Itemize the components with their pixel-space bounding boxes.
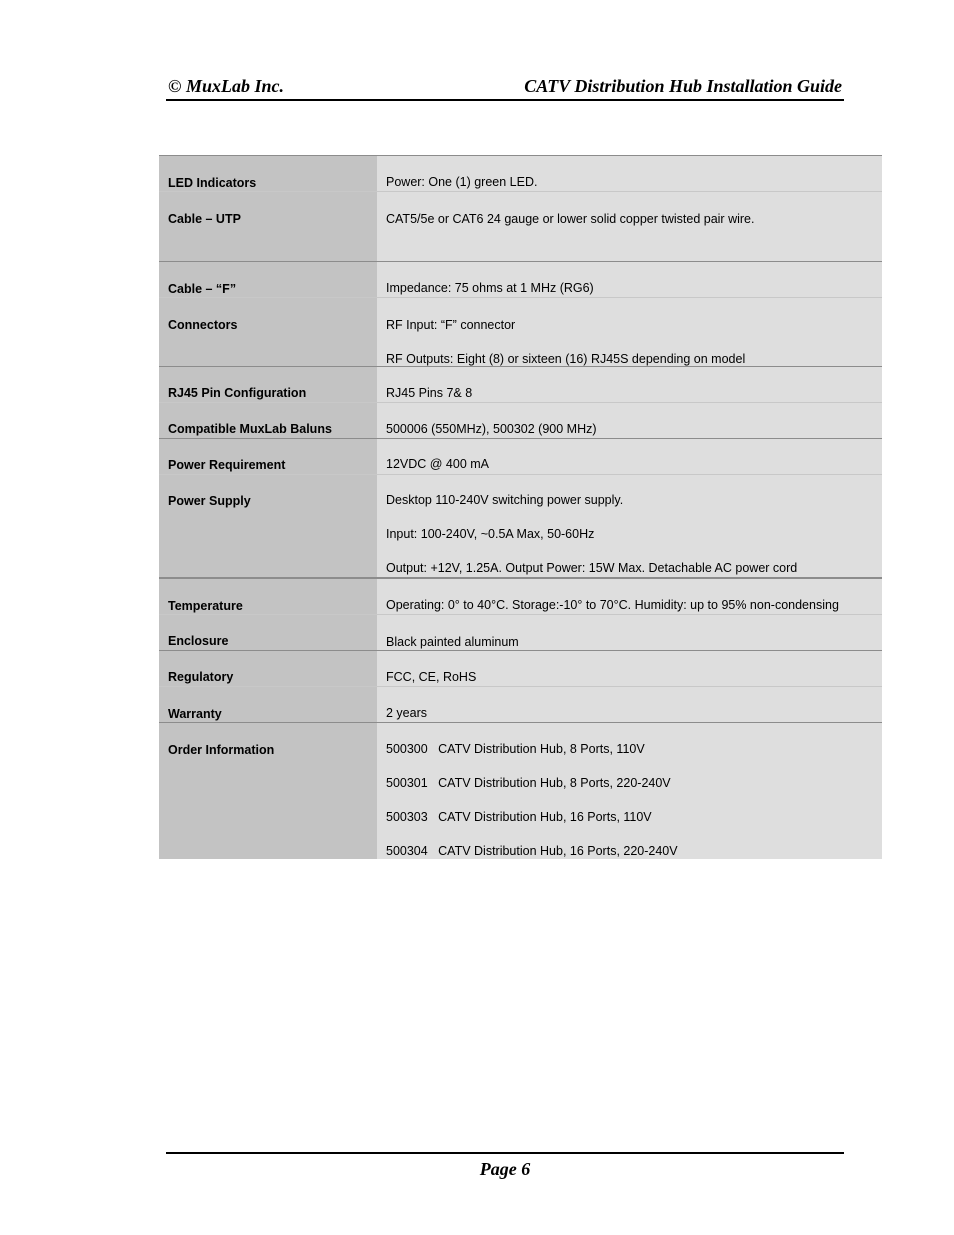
spec-row-rj45-pin-configuration [159, 367, 882, 403]
spec-value [377, 615, 882, 650]
spec-row-enclosure [159, 615, 882, 651]
spec-label-text: RJ45 Pin Configuration [168, 386, 307, 400]
spec-value-text: Operating: 0° to 40°C. Storage:-10° to 70°C. Humidity: up to 95% non-condensing [386, 598, 839, 612]
spec-value [377, 687, 882, 722]
header-title: CATV Distribution Hub Installation Guide [524, 76, 842, 96]
spec-value [377, 579, 882, 614]
spec-value-text: 500006 (550MHz), 500302 (900 MHz) [386, 422, 597, 436]
spec-value-text: FCC, CE, RoHS [386, 670, 477, 684]
spec-label [159, 367, 377, 402]
spec-value [377, 475, 882, 577]
spec-row-led-indicators [159, 156, 882, 192]
spec-label [159, 651, 377, 686]
spec-row-power-requirement [159, 439, 882, 475]
spec-row-regulatory [159, 651, 882, 687]
spec-label [159, 262, 377, 297]
spec-label-text: Connectors [168, 318, 238, 332]
spec-value [377, 723, 882, 859]
spec-value [377, 262, 882, 297]
spec-value-text: Impedance: 75 ohms at 1 MHz (RG6) [386, 281, 594, 295]
spec-label-text: Enclosure [168, 634, 229, 648]
spec-value-text: Black painted aluminum [386, 635, 519, 649]
spec-label-text: Compatible MuxLab Baluns [168, 422, 332, 436]
page-number: Page 6 [479, 1159, 531, 1179]
spec-label [159, 156, 377, 191]
spec-label [159, 687, 377, 722]
spec-label-text: Cable – “F” [168, 282, 237, 296]
spec-value-text: 500303 CATV Distribution Hub, 16 Ports, 110V [386, 810, 652, 824]
spec-row-order-information [159, 723, 882, 859]
spec-label-text: LED Indicators [168, 176, 257, 190]
spec-label [159, 615, 377, 650]
spec-value-text: Output: +12V, 1.25A. Output Power: 15W Max. Detachable AC power cord [386, 561, 798, 575]
spec-value [377, 651, 882, 686]
spec-value-text: CAT5/5e or CAT6 24 gauge or lower solid copper twisted pair wire. [386, 212, 755, 226]
spec-value-text: 12VDC @ 400 mA [386, 457, 490, 471]
spec-label [159, 403, 377, 438]
spec-row-connectors [159, 298, 882, 367]
spec-label-text: Power Supply [168, 494, 251, 508]
page-footer [166, 1152, 844, 1180]
spec-value-text: 500304 CATV Distribution Hub, 16 Ports, 220-240V [386, 844, 678, 858]
spec-value [377, 367, 882, 402]
spec-value-text: RJ45 Pins 7& 8 [386, 386, 473, 400]
spec-value-text: Desktop 110-240V switching power supply. [386, 493, 624, 507]
spec-label [159, 298, 377, 366]
spec-value-text: RF Outputs: Eight (8) or sixteen (16) RJ45S depending on model [386, 352, 746, 366]
spec-value [377, 156, 882, 191]
spec-value [377, 439, 882, 474]
specifications-table [159, 155, 882, 859]
page-header [166, 74, 844, 101]
spec-row-warranty [159, 687, 882, 723]
spec-value-text: RF Input: “F” connector [386, 318, 516, 332]
spec-label-text: Temperature [168, 599, 243, 613]
spec-row-power-supply [159, 475, 882, 579]
spec-label-text: Warranty [168, 707, 222, 721]
spec-row-compatible-baluns [159, 403, 882, 439]
spec-label-text: Regulatory [168, 670, 234, 684]
spec-label-text: Cable – UTP [168, 212, 241, 226]
header-company: © MuxLab Inc. [168, 76, 284, 96]
spec-value-text: Input: 100-240V, ~0.5A Max, 50-60Hz [386, 527, 595, 541]
spec-label [159, 475, 377, 577]
spec-value-text: Power: One (1) green LED. [386, 175, 538, 189]
spec-value-text: 500301 CATV Distribution Hub, 8 Ports, 220-240V [386, 776, 671, 790]
spec-label [159, 439, 377, 474]
spec-label [159, 579, 377, 614]
spec-row-cable-f [159, 262, 882, 298]
spec-value [377, 403, 882, 438]
spec-label-text: Power Requirement [168, 458, 286, 472]
spec-value-text: 2 years [386, 706, 427, 720]
spec-row-temperature [159, 579, 882, 615]
spec-label-text: Order Information [168, 743, 275, 757]
spec-value [377, 298, 882, 366]
spec-value [377, 192, 882, 261]
spec-value-text: 500300 CATV Distribution Hub, 8 Ports, 110V [386, 742, 645, 756]
spec-row-cable-utp [159, 192, 882, 262]
spec-label [159, 723, 377, 859]
spec-label [159, 192, 377, 261]
